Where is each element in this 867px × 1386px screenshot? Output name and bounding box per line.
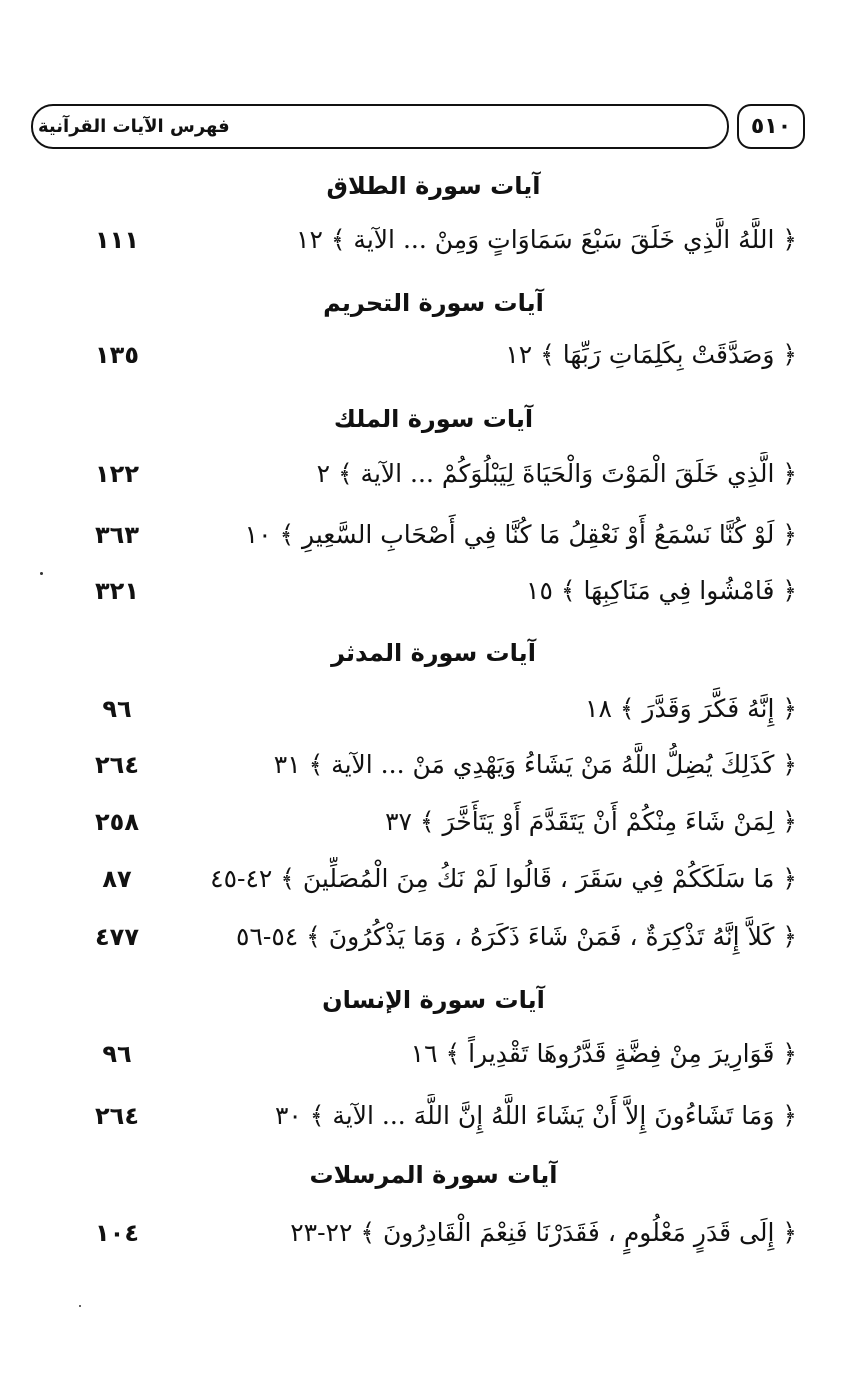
page-reference: ٢٦٤ [95,751,139,779]
page-reference: ١٢٢ [95,460,139,488]
index-row [0,513,867,557]
verse-text: ﴿ الَّذِي خَلَقَ الْمَوْتَ وَالْحَيَاةَ لِيَبْلُوَكُمْ ... الآية ﴾ ٢ [316,459,797,488]
page-reference: ٨٧ [102,865,132,893]
page-number: ٥١٠ [737,104,805,149]
verse-text: ﴿ إِنَّهُ فَكَّرَ وَقَدَّرَ ﴾ ١٨ [585,694,797,723]
index-row [0,333,867,377]
page-reference: ٢٦٤ [95,1102,139,1130]
index-row [0,569,867,613]
index-row [0,218,867,262]
verse-text: ﴿ كَلاَّ إِنَّهُ تَذْكِرَةٌ ، فَمَنْ شَاءَ ذَكَرَهُ ، وَمَا يَذْكُرُونَ ﴾ ٥٤-٥٦ [236,922,797,951]
verse-text: ﴿ وَمَا تَشَاءُونَ إِلاَّ أَنْ يَشَاءَ اللَّهُ إِنَّ اللَّهَ ... الآية ﴾ ٣٠ [274,1101,797,1130]
index-row [0,800,867,844]
section-title-mursalat: آيات سورة المرسلات [309,1161,558,1189]
section-title-tahrim: آيات سورة التحريم [323,289,544,317]
section-title-muddaththir: آيات سورة المدثر [331,639,536,667]
index-row [0,1032,867,1076]
verse-text: ﴿ وَصَدَّقَتْ بِكَلِمَاتِ رَبِّهَا ﴾ ١٢ [505,340,797,369]
index-row [0,743,867,787]
section-title-talaq: آيات سورة الطلاق [326,172,541,200]
verse-text: ﴿ كَذَلِكَ يُضِلُّ اللَّهُ مَنْ يَشَاءُ وَيَهْدِي مَنْ ... الآية ﴾ ٣١ [273,750,797,779]
verse-text: ﴿ لِمَنْ شَاءَ مِنْكُمْ أَنْ يَتَقَدَّمَ أَوْ يَتَأَخَّرَ ﴾ ٣٧ [385,807,797,836]
page-reference: ٣٦٣ [95,521,139,549]
page-reference: ٢٥٨ [95,808,139,836]
page-reference: ٤٧٧ [95,923,139,951]
index-row [0,915,867,959]
page-reference: ٩٦ [102,695,132,723]
page-reference: ٣٢١ [95,577,139,605]
index-row [0,857,867,901]
verse-text: ﴿ مَا سَلَكَكُمْ فِي سَقَرَ ، قَالُوا لَمْ نَكُ مِنَ الْمُصَلِّينَ ﴾ ٤٢-٤٥ [210,864,797,893]
verse-text: ﴿ فَامْشُوا فِي مَنَاكِبِهَا ﴾ ١٥ [526,576,797,605]
verse-text: ﴿ قَوَارِيرَ مِنْ فِضَّةٍ قَدَّرُوهَا تَقْدِيراً ﴾ ١٦ [410,1039,797,1068]
verse-text: ﴿ لَوْ كُنَّا نَسْمَعُ أَوْ نَعْقِلُ مَا كُنَّا فِي أَصْحَابِ السَّعِيرِ ﴾ ١٠ [244,520,797,549]
page-reference: ١٠٤ [95,1219,139,1247]
running-header-title: فهرس الآيات القرآنية [38,116,230,137]
index-row [0,1211,867,1255]
index-row [0,1094,867,1138]
page-reference: ١١١ [95,226,139,254]
index-row [0,452,867,496]
verse-text: ﴿ اللَّهُ الَّذِي خَلَقَ سَبْعَ سَمَاوَاتٍ وَمِنْ ... الآية ﴾ ١٢ [296,225,797,254]
index-row [0,687,867,731]
page-reference: ١٣٥ [95,341,139,369]
page-reference: ٩٦ [102,1040,132,1068]
scan-speck [40,572,43,575]
section-title-mulk: آيات سورة الملك [333,405,534,433]
section-title-insan: آيات سورة الإنسان [322,986,545,1014]
verse-text: ﴿ إِلَى قَدَرٍ مَعْلُومٍ ، فَقَدَرْنَا فَنِعْمَ الْقَادِرُونَ ﴾ ٢٢-٢٣ [290,1218,797,1247]
scan-speck [79,1305,81,1307]
